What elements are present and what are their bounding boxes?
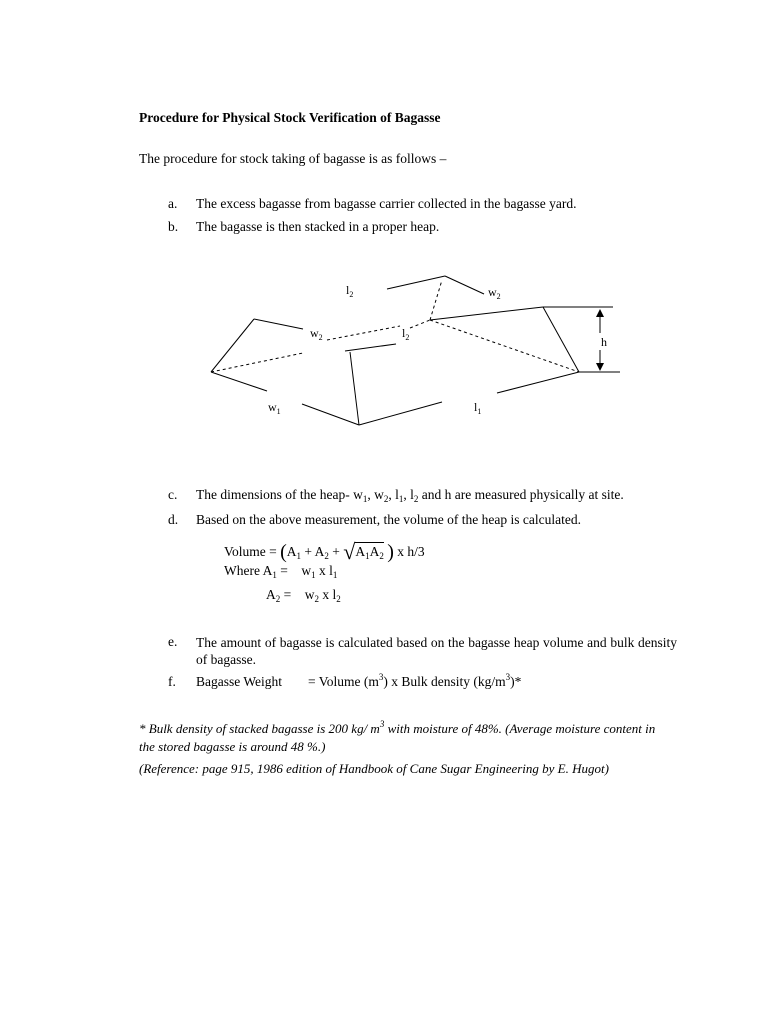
top-edge-w2-back <box>445 276 484 294</box>
list-text: The amount of bagasse is calculated based on the bagasse heap volume and bulk density of bagasse. <box>196 635 677 667</box>
list-marker: b. <box>168 219 179 234</box>
top-edge-front <box>345 344 396 351</box>
bagasse-weight-formula: = Volume $(m^3)$ x Bulk density $(kg/m^3)*$ <box>308 672 522 689</box>
hidden-base-left <box>211 353 303 372</box>
bagasse-weight-label: Bagasse Weight <box>196 674 283 689</box>
intro-text: The procedure for stock taking of bagasse is as follows – <box>139 151 447 166</box>
where-a1-line: Where $A_1$ = $w_1$ x $l_1$ <box>224 563 338 580</box>
hidden-top-join <box>410 320 430 328</box>
label-l2-top: $l_2$ <box>346 283 354 299</box>
base-l1-left <box>359 402 442 425</box>
top-edge-l2-right <box>430 307 543 320</box>
footnote-density: * Bulk density of stacked bagasse is 200 kg/ $m^3$ with moisture of 48%. (Average moisture content in the stored bagasse is around 48 %.) <box>139 719 656 754</box>
top-edge-w2-left <box>254 319 303 329</box>
label-w2-right: $w_2$ <box>488 285 501 301</box>
label-l1: $l_1$ <box>474 400 482 416</box>
volume-formula: Volume = ($A_1 + A_2 + √A_1A_2$ ) x h/3 <box>224 539 425 564</box>
list-marker: d. <box>168 512 179 527</box>
page-title: Procedure for Physical Stock Verification of Bagasse <box>139 110 441 125</box>
list-marker: a. <box>168 196 178 211</box>
list-marker: f. <box>168 674 176 689</box>
hidden-base-right <box>430 320 579 372</box>
right-slope <box>543 307 579 372</box>
label-l2-inner: $l_2$ <box>402 326 410 342</box>
height-arrowhead-up <box>596 309 604 317</box>
list-marker: e. <box>168 634 178 649</box>
list-text: The excess bagasse from bagasse carrier collected in the bagasse yard. <box>196 196 577 211</box>
height-arrowhead-down <box>596 363 604 371</box>
list-marker: c. <box>168 487 178 502</box>
hidden-top-inner <box>327 326 400 340</box>
label-w1: $w_1$ <box>268 400 281 416</box>
label-height: h <box>601 335 607 349</box>
footnote-reference: (Reference: page 915, 1986 edition of Handbook of Cane Sugar Engineering by E. Hugot) <box>139 761 609 776</box>
base-w1-left <box>211 372 267 391</box>
hidden-vertical-back <box>430 280 442 320</box>
label-w2-inner: $w_2$ <box>310 326 323 342</box>
front-slope <box>350 352 359 425</box>
base-w1-right <box>302 404 359 425</box>
list-text: The dimensions of the heap- $w_1$, $w_2$, $l_1$, $l_2$ and h are measured physically at site. <box>196 487 624 504</box>
base-l1-right <box>497 372 579 393</box>
list-text: Based on the above measurement, the volume of the heap is calculated. <box>196 512 581 527</box>
where-a2-line: $A_2$ = $w_2$ x $l_2$ <box>266 587 341 604</box>
top-edge-l2-back <box>387 276 445 289</box>
list-text: The bagasse is then stacked in a proper heap. <box>196 219 440 234</box>
